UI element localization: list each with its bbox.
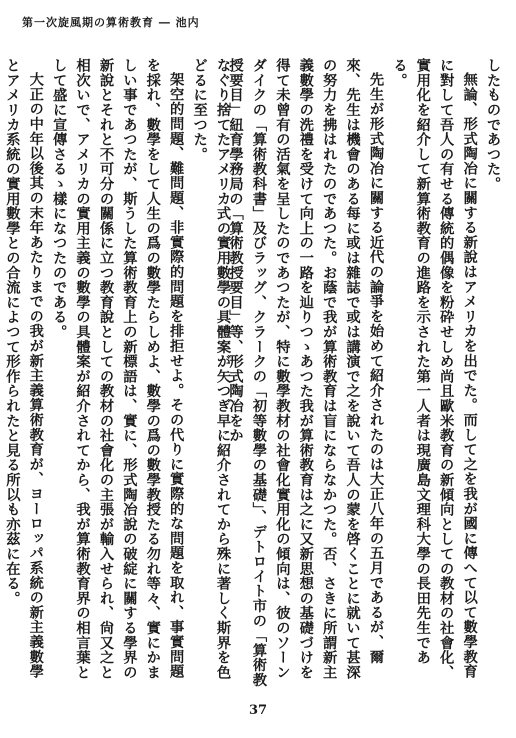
paragraph: なぐり捨てたアメリカ式の實用數學の具體案が矢つぎ早に紹介されてから殊に著しく斯界を色どるに至つた。 [191, 58, 231, 680]
page-body [4, 58, 504, 688]
paragraph: 無論、形式陶冶に關する新說はアメリカを出でた。而して之を我が國に傳へて以て數學教育に對して吾人の有せる傳統的偶像を粉砕せしめ尚且歐米教育の新傾向としての教材の社會化、實用化を紹介して新算術教育の進路を示された第一人者は現廣島文理科大學の長田先生であ る。 [391, 58, 478, 680]
running-header: 第一次旋風期の算術教育 ― 池内 [22, 16, 200, 29]
paragraph: 架空的問題、難問題、非實際的問題を排拒せよ。その代りに實際的な問題を取れ、事實問題を採れ、數學をして人生の爲の數學たらしめよ、數學の爲の數學教授たる勿れ等々、實にかましい事であつたが、斯うした算術教育上の新標語は、實に、形式陶冶說の破綻に關する學界の新說とそれと不可分の關係に立つ教育說としての教材の社會化の主張が輸入せられ、尙又之と相次いで、アメリカの實用主義の數學の具體案が紹介されてから、我が算術教育界の相言葉として盛に宣傳さるゝ樣になつたのである。 [51, 58, 185, 680]
paragraph: 先生が形式陶冶に關する近代の論爭を始めて紹介されたのは大正八年の五月であるが、爾來、先生は機會のある每に或は雜誌で或は講演で之を說いて吾人の蒙を啓くことに就いて甚深の努力を拂はれたのであつた。お蔭で我が算術教育は盲にならなかつた。否、さきに所謂新主義數學の洗禮を受けて向上の一路を辿りつゝあつた我が算術教育は之に又新思想の基礎づけを得て未曾有の活氣を呈したのであつたが、特に數學教材の社會化實用化の傾向は、彼のソーンダイクの「算術教科書」及びラッグ、クラークの「初等數學の基礎」、デトロイト市の「算術教授要目」紐育學務局の「算術教授要目」等、形式陶冶をか [227, 58, 384, 688]
text-column-left [4, 58, 234, 688]
page-number: 37 [248, 703, 268, 718]
paragraph: したものであつた。 [485, 58, 501, 192]
paragraph: 大正の中年以後其の末年あたりまでの我が新主義算術教育が、ヨーロッパ系統の新主義數學とアメリカ系統の實用數學との合流によつて形作られたと見る所以も亦茲に在る。 [4, 58, 44, 680]
text-column-right [227, 58, 504, 688]
